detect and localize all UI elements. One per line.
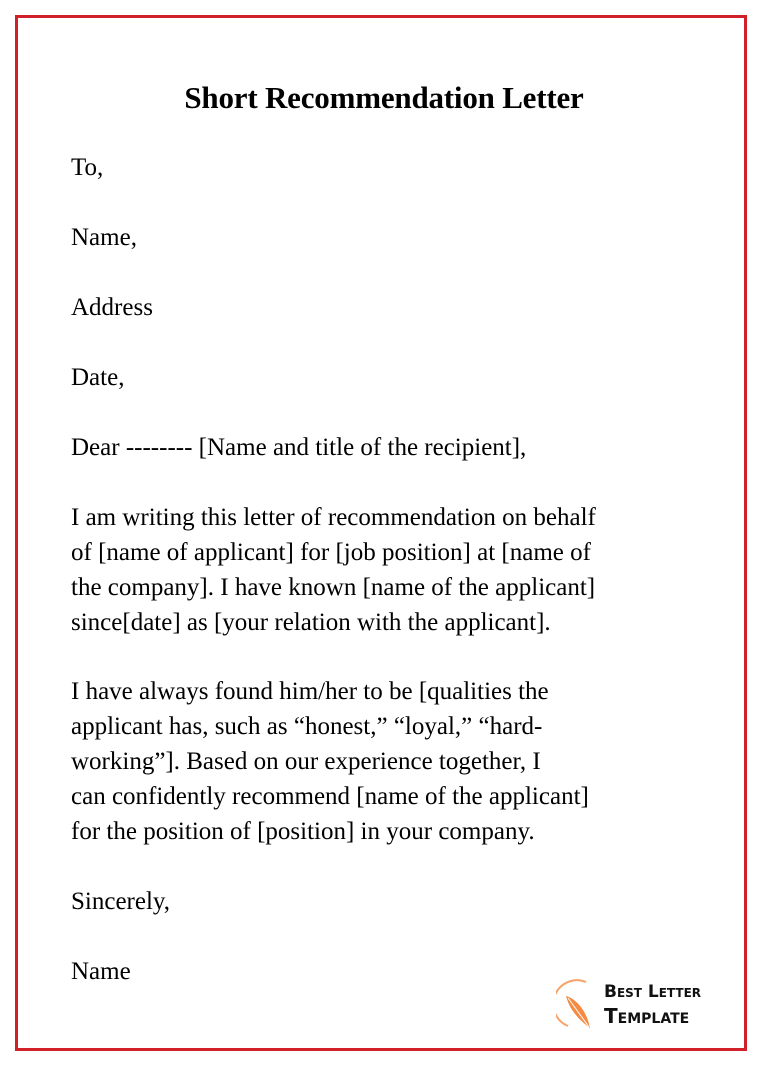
letter-title: Short Recommendation Letter (184, 80, 584, 115)
letter-date: Date, (71, 364, 125, 391)
paragraph-1-line: the company]. I have known [name of the applicant] (71, 574, 596, 601)
logo-line-2: Template (604, 1004, 690, 1028)
signature-name: Name (71, 958, 131, 985)
paragraph-2-line: for the position of [position] in your company. (71, 818, 535, 845)
recipient-address: Address (71, 294, 153, 321)
feather-icon (556, 978, 604, 1034)
paragraph-2-line: I have always found him/her to be [qualities the (71, 678, 549, 705)
paragraph-2-line: working”]. Based on our experience together, I (71, 748, 541, 775)
paragraph-1-line: since[date] as [your relation with the applicant]. (71, 609, 551, 636)
paragraph-2-line: applicant has, such as “honest,” “loyal,” “hard- (71, 713, 543, 740)
paragraph-2-line: can confidently recommend [name of the applicant] (71, 783, 589, 810)
paragraph-1-line: I am writing this letter of recommendation on behalf (71, 504, 596, 531)
recipient-name: Name, (71, 224, 137, 251)
salutation-to: To, (71, 154, 104, 181)
paragraph-1-line: of [name of applicant] for [job position] at [name of (71, 539, 591, 566)
closing: Sincerely, (71, 888, 171, 915)
greeting: Dear -------- [Name and title of the recipient], (71, 434, 527, 461)
logo-line-1: Best Letter (604, 982, 702, 1002)
brand-logo (556, 978, 726, 1034)
